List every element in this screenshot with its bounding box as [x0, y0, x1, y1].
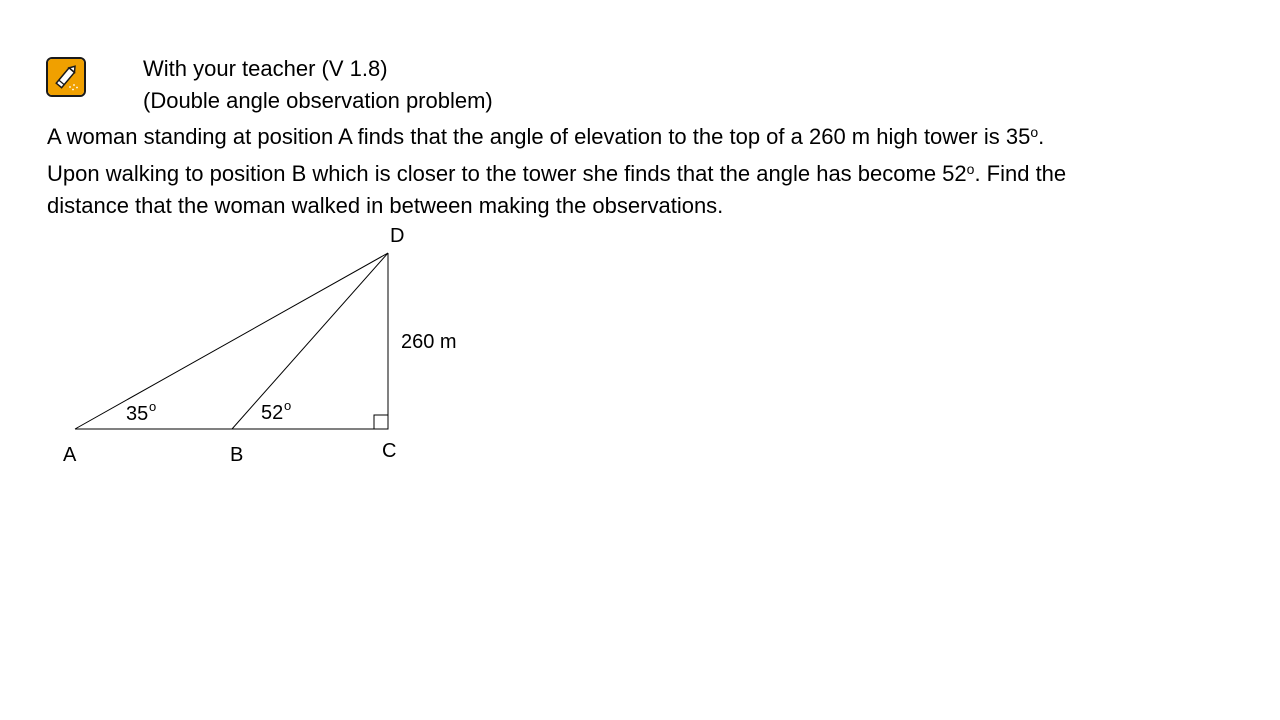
right-angle-marker [374, 415, 388, 429]
problem-line-3: distance that the woman walked in between making the observations. [47, 193, 724, 218]
lesson-subtitle: (Double angle observation problem) [143, 88, 493, 113]
angle-b-degree: o [284, 398, 292, 413]
lesson-title: With your teacher (V 1.8) [143, 56, 388, 81]
problem-statement [47, 116, 1247, 222]
angle-a-label: 35 [126, 403, 149, 425]
point-label-c: C [382, 440, 397, 462]
problem-line-2: Upon walking to position B which is closer to the tower she finds that the angle has become 52$^o$. Find the [47, 161, 1067, 186]
tower-height-label: 260 m [401, 331, 457, 353]
pencil-icon [46, 57, 86, 97]
angle-b-label: 52 [261, 402, 284, 424]
angle-a-degree: o [149, 399, 157, 414]
problem-line-1: A woman standing at position A finds that the angle of elevation to the top of a 260 m high tower is 35$^o$. [47, 124, 1045, 149]
degree-mark: o [1030, 124, 1039, 140]
line-of-sight-b [232, 253, 388, 429]
line-of-sight-a [75, 253, 388, 429]
point-label-a: A [63, 444, 77, 466]
degree-mark: o [966, 161, 975, 177]
point-label-d: D [390, 225, 405, 247]
point-label-b: B [230, 444, 244, 466]
